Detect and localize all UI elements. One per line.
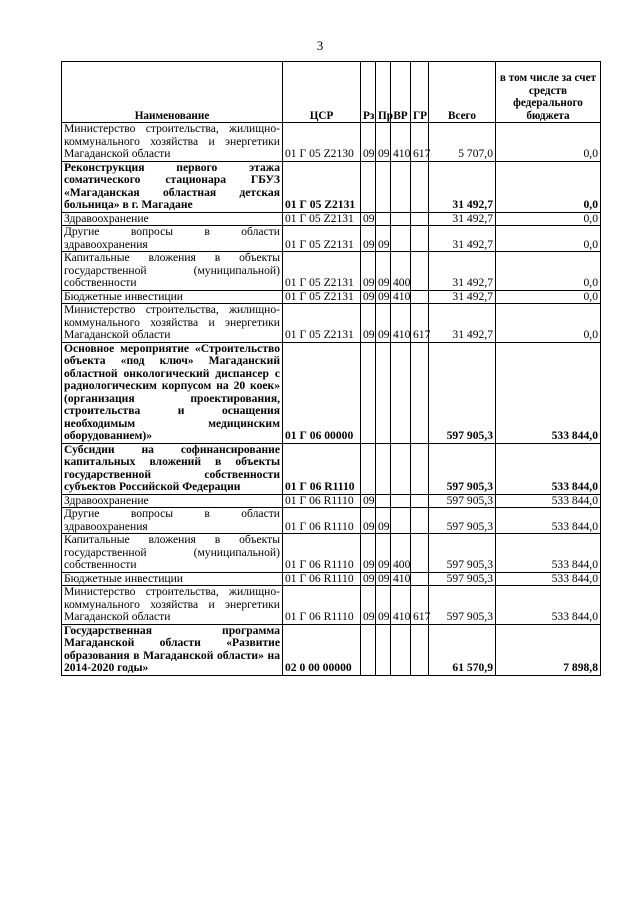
cell-federal: 533 844,0: [496, 508, 601, 534]
cell-total: 31 492,7: [429, 290, 496, 304]
cell-total: 31 492,7: [429, 226, 496, 252]
cell-rz: 09: [361, 534, 376, 573]
cell-rz: 09: [361, 572, 376, 586]
cell-federal: 0,0: [496, 304, 601, 343]
cell-total: 597 905,3: [429, 586, 496, 625]
table-row: [62, 572, 601, 586]
cell-gr: [411, 494, 429, 508]
cell-gr: [411, 443, 429, 494]
table-header-row: [62, 62, 601, 123]
cell-gr: [411, 342, 429, 443]
cell-name: Другие вопросы в области здравоохранения: [62, 226, 283, 252]
cell-pr: 09: [376, 226, 391, 252]
cell-total: 597 905,3: [429, 342, 496, 443]
cell-vr: [391, 342, 411, 443]
cell-name: Министерство строительства, жилищно-коммунального хозяйства и энергетики Магаданской области: [62, 304, 283, 343]
cell-vr: 410: [391, 290, 411, 304]
cell-vr: 400: [391, 252, 411, 291]
cell-pr: [376, 342, 391, 443]
cell-total: 31 492,7: [429, 304, 496, 343]
header-csr: ЦСР: [283, 62, 361, 123]
cell-federal: 7 898,8: [496, 624, 601, 675]
cell-name: Здравоохранение: [62, 494, 283, 508]
cell-total: 597 905,3: [429, 494, 496, 508]
cell-rz: 09: [361, 494, 376, 508]
cell-vr: [391, 624, 411, 675]
cell-name: Реконструкция первого этажа соматического стационара ГБУЗ «Магаданская областная детская больница» в г. Магадане: [62, 161, 283, 212]
cell-federal: 533 844,0: [496, 342, 601, 443]
cell-federal: 0,0: [496, 212, 601, 226]
cell-vr: 400: [391, 534, 411, 573]
cell-pr: 09: [376, 508, 391, 534]
header-gr: ГР: [411, 62, 429, 123]
header-name: Наименование: [62, 62, 283, 123]
table-row: [62, 290, 601, 304]
cell-name: Основное мероприятие «Строительство объекта «под ключ» Магаданский областной онкологический диспансер с радиологическим корпусом на 20 коек» (организация проектирования, строительства и оснащения необходимым медицинским оборудованием)»: [62, 342, 283, 443]
cell-csr: 01 Г 05 Z2131: [283, 161, 361, 212]
budget-table: [61, 61, 601, 676]
cell-pr: 09: [376, 123, 391, 162]
cell-pr: [376, 494, 391, 508]
cell-federal: 0,0: [496, 252, 601, 291]
cell-pr: 09: [376, 304, 391, 343]
cell-vr: [391, 161, 411, 212]
cell-gr: 617: [411, 586, 429, 625]
cell-pr: [376, 161, 391, 212]
cell-name: Бюджетные инвестиции: [62, 572, 283, 586]
cell-vr: 410: [391, 123, 411, 162]
header-vr: ВР: [391, 62, 411, 123]
cell-csr: 01 Г 06 00000: [283, 342, 361, 443]
cell-rz: 09: [361, 586, 376, 625]
cell-csr: 01 Г 06 R1110: [283, 443, 361, 494]
cell-name: Здравоохранение: [62, 212, 283, 226]
cell-federal: 533 844,0: [496, 494, 601, 508]
cell-csr: 01 Г 05 Z2131: [283, 226, 361, 252]
cell-federal: 533 844,0: [496, 572, 601, 586]
cell-pr: 09: [376, 586, 391, 625]
cell-vr: [391, 508, 411, 534]
cell-total: 61 570,9: [429, 624, 496, 675]
table-row: [62, 494, 601, 508]
cell-vr: [391, 212, 411, 226]
cell-gr: [411, 508, 429, 534]
cell-total: 597 905,3: [429, 508, 496, 534]
table-row: [62, 534, 601, 573]
header-pr: Пр: [376, 62, 391, 123]
cell-pr: [376, 212, 391, 226]
cell-name: Министерство строительства, жилищно-коммунального хозяйства и энергетики Магаданской области: [62, 586, 283, 625]
table-row: [62, 161, 601, 212]
cell-rz: [361, 161, 376, 212]
cell-gr: [411, 624, 429, 675]
table-row: [62, 586, 601, 625]
cell-pr: [376, 443, 391, 494]
cell-vr: 410: [391, 304, 411, 343]
cell-vr: [391, 443, 411, 494]
cell-gr: [411, 572, 429, 586]
cell-total: 597 905,3: [429, 534, 496, 573]
cell-name: Государственная программа Магаданской области «Развитие образования в Магаданской области» на 2014-2020 годы»: [62, 624, 283, 675]
cell-total: 597 905,3: [429, 572, 496, 586]
cell-federal: 0,0: [496, 290, 601, 304]
cell-gr: [411, 226, 429, 252]
table-row: [62, 508, 601, 534]
cell-name: Капитальные вложения в объекты государственной (муниципальной) собственности: [62, 252, 283, 291]
table-row: [62, 123, 601, 162]
cell-pr: [376, 624, 391, 675]
cell-rz: [361, 342, 376, 443]
table-body: [62, 123, 601, 676]
cell-name: Другие вопросы в области здравоохранения: [62, 508, 283, 534]
cell-total: 31 492,7: [429, 161, 496, 212]
cell-total: 5 707,0: [429, 123, 496, 162]
cell-name: Министерство строительства, жилищно-коммунального хозяйства и энергетики Магаданской области: [62, 123, 283, 162]
cell-gr: [411, 290, 429, 304]
cell-csr: 01 Г 06 R1110: [283, 586, 361, 625]
cell-vr: 410: [391, 586, 411, 625]
cell-name: Бюджетные инвестиции: [62, 290, 283, 304]
cell-federal: 533 844,0: [496, 586, 601, 625]
cell-federal: 0,0: [496, 123, 601, 162]
cell-csr: 01 Г 05 Z2131: [283, 212, 361, 226]
cell-rz: [361, 624, 376, 675]
cell-gr: [411, 252, 429, 291]
cell-gr: 617: [411, 123, 429, 162]
cell-csr: 01 Г 06 R1110: [283, 534, 361, 573]
cell-csr: 01 Г 06 R1110: [283, 494, 361, 508]
table-row: [62, 252, 601, 291]
cell-csr: 01 Г 05 Z2131: [283, 304, 361, 343]
cell-vr: [391, 226, 411, 252]
cell-pr: 09: [376, 252, 391, 291]
cell-csr: 02 0 00 00000: [283, 624, 361, 675]
cell-gr: [411, 161, 429, 212]
table-row: [62, 304, 601, 343]
cell-csr: 01 Г 06 R1110: [283, 572, 361, 586]
cell-csr: 01 Г 05 Z2131: [283, 290, 361, 304]
cell-total: 31 492,7: [429, 252, 496, 291]
cell-total: 597 905,3: [429, 443, 496, 494]
cell-total: 31 492,7: [429, 212, 496, 226]
table-row: [62, 226, 601, 252]
table-row: [62, 624, 601, 675]
cell-pr: 09: [376, 534, 391, 573]
table-row: [62, 443, 601, 494]
header-total: Всего: [429, 62, 496, 123]
cell-gr: [411, 534, 429, 573]
cell-rz: 09: [361, 290, 376, 304]
cell-gr: [411, 212, 429, 226]
cell-vr: 410: [391, 572, 411, 586]
table-row: [62, 212, 601, 226]
cell-csr: 01 Г 05 Z2130: [283, 123, 361, 162]
cell-federal: 0,0: [496, 226, 601, 252]
header-rz: Рз: [361, 62, 376, 123]
table-row: [62, 342, 601, 443]
cell-federal: 0,0: [496, 161, 601, 212]
cell-name: Капитальные вложения в объекты государственной (муниципальной) собственности: [62, 534, 283, 573]
cell-rz: 09: [361, 123, 376, 162]
header-federal: в том числе за счет средств федерального бюджета: [496, 62, 601, 123]
cell-vr: [391, 494, 411, 508]
cell-federal: 533 844,0: [496, 443, 601, 494]
cell-rz: [361, 443, 376, 494]
cell-gr: 617: [411, 304, 429, 343]
cell-pr: 09: [376, 572, 391, 586]
cell-pr: 09: [376, 290, 391, 304]
cell-name: Субсидии на софинансирование капитальных вложений в объекты государственной собственности субъектов Российской Федерации: [62, 443, 283, 494]
cell-rz: 09: [361, 508, 376, 534]
cell-csr: 01 Г 06 R1110: [283, 508, 361, 534]
page-number: 3: [316, 38, 324, 53]
cell-rz: 09: [361, 304, 376, 343]
cell-rz: 09: [361, 212, 376, 226]
cell-rz: 09: [361, 226, 376, 252]
cell-rz: 09: [361, 252, 376, 291]
cell-federal: 533 844,0: [496, 534, 601, 573]
cell-csr: 01 Г 05 Z2131: [283, 252, 361, 291]
